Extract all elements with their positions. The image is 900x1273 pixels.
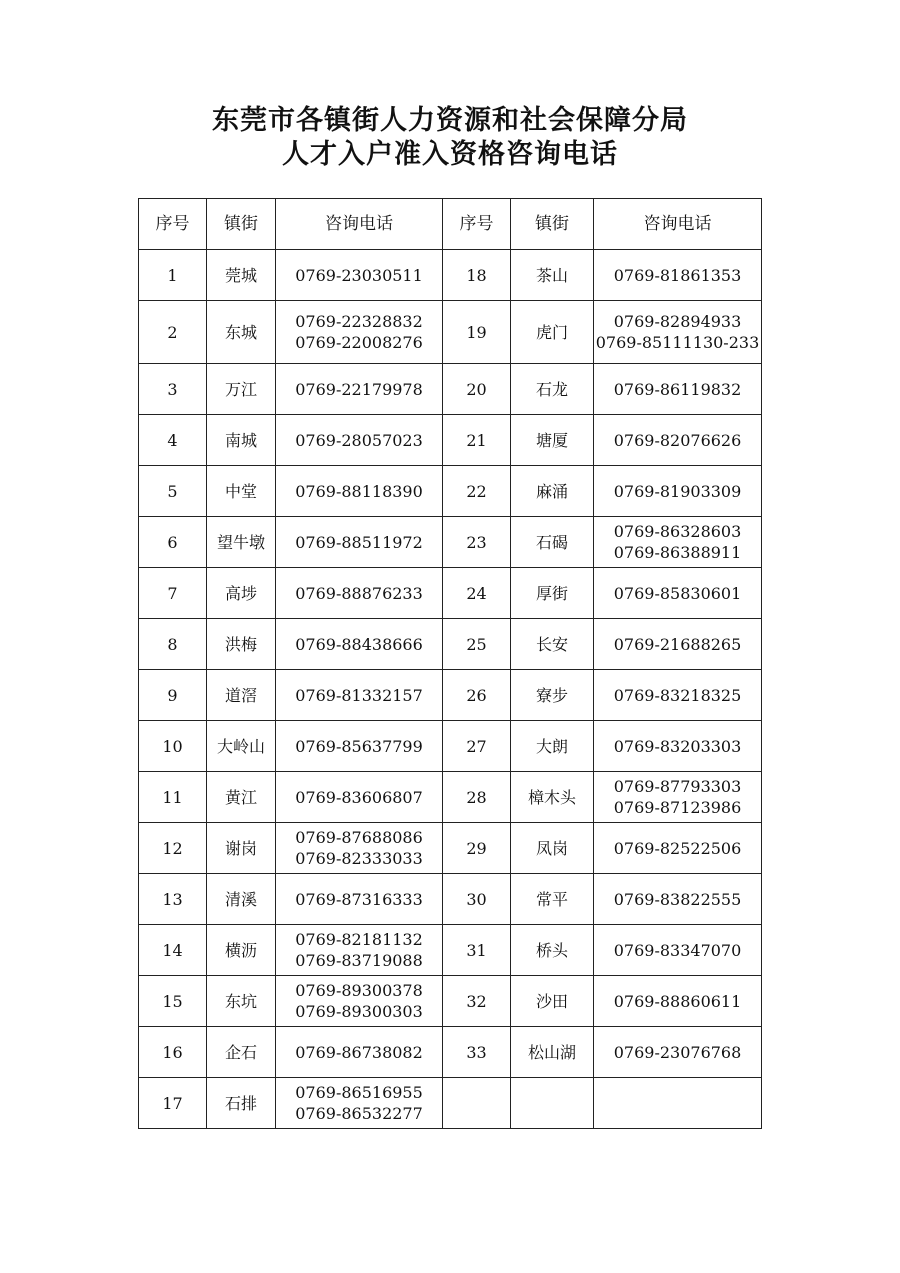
phone-number: 0769-86516955 [295, 1083, 423, 1102]
cell-no-left: 6 [139, 517, 207, 568]
phone-number: 0769-85637799 [295, 736, 423, 756]
cell-phone-left [276, 823, 443, 874]
cell-town-right: 大朗 [511, 721, 594, 772]
cell-phone-left [276, 925, 443, 976]
cell-phone-left [276, 772, 443, 823]
phone-number: 0769-83719088 [295, 951, 423, 970]
cell-no-right: 29 [443, 823, 511, 874]
cell-phone-right [594, 517, 762, 568]
cell-town-right: 沙田 [511, 976, 594, 1027]
cell-no-left: 17 [139, 1078, 207, 1129]
cell-town-left: 南城 [207, 415, 276, 466]
cell-phone-right [594, 721, 762, 772]
cell-no-right: 33 [443, 1027, 511, 1078]
cell-town-left: 黄江 [207, 772, 276, 823]
cell-phone-right [594, 1078, 762, 1129]
cell-town-left: 企石 [207, 1027, 276, 1078]
table-row [139, 415, 762, 466]
cell-no-right: 21 [443, 415, 511, 466]
table-row [139, 925, 762, 976]
phone-number: 0769-88438666 [295, 634, 423, 654]
cell-town-right: 长安 [511, 619, 594, 670]
phone-number: 0769-86388911 [613, 543, 742, 562]
table-row [139, 874, 762, 925]
cell-phone-left [276, 1027, 443, 1078]
cell-phone-right [594, 823, 762, 874]
cell-phone-left [276, 364, 443, 415]
cell-town-right: 石龙 [511, 364, 594, 415]
cell-town-right: 茶山 [511, 250, 594, 301]
cell-town-left: 清溪 [207, 874, 276, 925]
cell-town-right: 麻涌 [511, 466, 594, 517]
cell-phone-left [276, 466, 443, 517]
cell-town-right [511, 1078, 594, 1129]
cell-town-right: 常平 [511, 874, 594, 925]
phone-number: 0769-87688086 [295, 828, 423, 847]
cell-no-left: 5 [139, 466, 207, 517]
phone-number: 0769-22179978 [295, 379, 423, 399]
cell-no-left: 16 [139, 1027, 207, 1078]
cell-phone-right [594, 772, 762, 823]
cell-no-left: 11 [139, 772, 207, 823]
table-row [139, 619, 762, 670]
cell-phone-left [276, 1078, 443, 1129]
table-row [139, 1027, 762, 1078]
cell-no-left: 15 [139, 976, 207, 1027]
phone-number: 0769-86738082 [295, 1042, 423, 1062]
cell-phone-right [594, 364, 762, 415]
cell-no-left: 12 [139, 823, 207, 874]
phone-number: 0769-88860611 [613, 991, 742, 1011]
cell-phone-right [594, 925, 762, 976]
phone-number: 0769-83203303 [613, 736, 742, 756]
table-row [139, 721, 762, 772]
header-no-right: 序号 [443, 199, 511, 250]
phone-number: 0769-85830601 [613, 583, 742, 603]
table-row [139, 364, 762, 415]
header-no-left: 序号 [139, 199, 207, 250]
table-row [139, 976, 762, 1027]
table-row [139, 250, 762, 301]
cell-no-left: 1 [139, 250, 207, 301]
phone-number: 0769-87123986 [613, 798, 742, 817]
header-town-right: 镇街 [511, 199, 594, 250]
phone-number: 0769-22328832 [295, 312, 423, 331]
cell-phone-left [276, 976, 443, 1027]
cell-no-left: 7 [139, 568, 207, 619]
header-phone-right: 咨询电话 [594, 199, 762, 250]
table-row [139, 1078, 762, 1129]
cell-town-right: 虎门 [511, 301, 594, 364]
phone-number: 0769-83218325 [613, 685, 742, 705]
cell-no-left: 4 [139, 415, 207, 466]
table-header-row [139, 199, 762, 250]
cell-phone-right [594, 415, 762, 466]
cell-phone-left [276, 301, 443, 364]
title-line-1: 东莞市各镇街人力资源和社会保障分局 [212, 105, 688, 136]
cell-no-right: 20 [443, 364, 511, 415]
phone-number: 0769-83347070 [613, 940, 742, 960]
table-row [139, 301, 762, 364]
phone-number: 0769-23076768 [613, 1042, 742, 1062]
phone-number: 0769-82076626 [613, 430, 742, 450]
cell-no-left: 8 [139, 619, 207, 670]
cell-phone-right [594, 301, 762, 364]
title-line-2: 人才入户准入资格咨询电话 [282, 139, 618, 170]
cell-town-right: 寮步 [511, 670, 594, 721]
cell-no-left: 3 [139, 364, 207, 415]
cell-town-left: 东坑 [207, 976, 276, 1027]
cell-town-right: 塘厦 [511, 415, 594, 466]
phone-number: 0769-82181132 [295, 930, 423, 949]
phone-number: 0769-88876233 [295, 583, 423, 603]
cell-phone-right [594, 466, 762, 517]
phone-number: 0769-28057023 [295, 430, 423, 450]
cell-phone-left [276, 415, 443, 466]
phone-number: 0769-21688265 [613, 634, 742, 654]
table-row [139, 772, 762, 823]
cell-phone-right [594, 619, 762, 670]
phone-number: 0769-88511972 [295, 532, 423, 552]
cell-no-right: 19 [443, 301, 511, 364]
cell-no-left: 9 [139, 670, 207, 721]
cell-no-right: 22 [443, 466, 511, 517]
phone-number: 0769-89300378 [295, 981, 423, 1000]
phone-number: 0769-83606807 [295, 787, 423, 807]
phone-number: 0769-86532277 [295, 1104, 423, 1123]
cell-town-left: 道滘 [207, 670, 276, 721]
cell-town-left: 万江 [207, 364, 276, 415]
cell-town-left: 莞城 [207, 250, 276, 301]
cell-town-left: 中堂 [207, 466, 276, 517]
cell-no-left: 2 [139, 301, 207, 364]
table-row [139, 568, 762, 619]
cell-phone-left [276, 670, 443, 721]
cell-town-right: 凤岗 [511, 823, 594, 874]
phone-number: 0769-85111130-233 [595, 333, 760, 352]
cell-town-left: 大岭山 [207, 721, 276, 772]
cell-no-right: 25 [443, 619, 511, 670]
cell-town-left: 石排 [207, 1078, 276, 1129]
cell-no-right [443, 1078, 511, 1129]
cell-phone-right [594, 976, 762, 1027]
cell-phone-right [594, 250, 762, 301]
cell-no-right: 31 [443, 925, 511, 976]
phone-number: 0769-88118390 [295, 481, 423, 501]
table-body [139, 250, 762, 1129]
cell-town-right: 厚街 [511, 568, 594, 619]
cell-town-right: 樟木头 [511, 772, 594, 823]
cell-no-right: 24 [443, 568, 511, 619]
phone-number: 0769-82522506 [613, 838, 742, 858]
cell-no-left: 14 [139, 925, 207, 976]
phone-number: 0769-83822555 [613, 889, 742, 909]
cell-no-right: 26 [443, 670, 511, 721]
phone-number: 0769-81903309 [613, 481, 742, 501]
cell-town-left: 高埗 [207, 568, 276, 619]
cell-no-right: 30 [443, 874, 511, 925]
phone-number: 0769-87316333 [295, 889, 423, 909]
cell-town-right: 桥头 [511, 925, 594, 976]
cell-phone-right [594, 568, 762, 619]
cell-no-left: 10 [139, 721, 207, 772]
contact-table [138, 198, 762, 1129]
cell-no-right: 28 [443, 772, 511, 823]
cell-town-right: 松山湖 [511, 1027, 594, 1078]
cell-phone-left [276, 250, 443, 301]
phone-number: 0769-22008276 [295, 333, 423, 352]
cell-phone-left [276, 874, 443, 925]
cell-phone-right [594, 670, 762, 721]
cell-town-left: 洪梅 [207, 619, 276, 670]
cell-town-left: 望牛墩 [207, 517, 276, 568]
page-title [0, 104, 900, 172]
phone-number: 0769-89300303 [295, 1002, 423, 1021]
table-row [139, 466, 762, 517]
cell-no-right: 27 [443, 721, 511, 772]
table-row [139, 517, 762, 568]
phone-number: 0769-81861353 [613, 265, 742, 285]
cell-town-left: 谢岗 [207, 823, 276, 874]
table-row [139, 823, 762, 874]
phone-number: 0769-82333033 [295, 849, 423, 868]
header-phone-left: 咨询电话 [276, 199, 443, 250]
header-town-left: 镇街 [207, 199, 276, 250]
table-row [139, 670, 762, 721]
phone-number: 0769-81332157 [295, 685, 423, 705]
cell-no-right: 23 [443, 517, 511, 568]
cell-phone-left [276, 568, 443, 619]
cell-phone-left [276, 619, 443, 670]
cell-no-right: 18 [443, 250, 511, 301]
phone-number: 0769-86119832 [613, 379, 742, 399]
cell-town-right: 石碣 [511, 517, 594, 568]
cell-town-left: 东城 [207, 301, 276, 364]
cell-no-left: 13 [139, 874, 207, 925]
phone-number: 0769-87793303 [613, 777, 742, 796]
cell-phone-left [276, 721, 443, 772]
phone-number: 0769-82894933 [613, 312, 742, 331]
cell-town-left: 横沥 [207, 925, 276, 976]
cell-no-right: 32 [443, 976, 511, 1027]
cell-phone-right [594, 1027, 762, 1078]
cell-phone-left [276, 517, 443, 568]
phone-number: 0769-23030511 [295, 265, 423, 285]
phone-number: 0769-86328603 [613, 522, 742, 541]
cell-phone-right [594, 874, 762, 925]
